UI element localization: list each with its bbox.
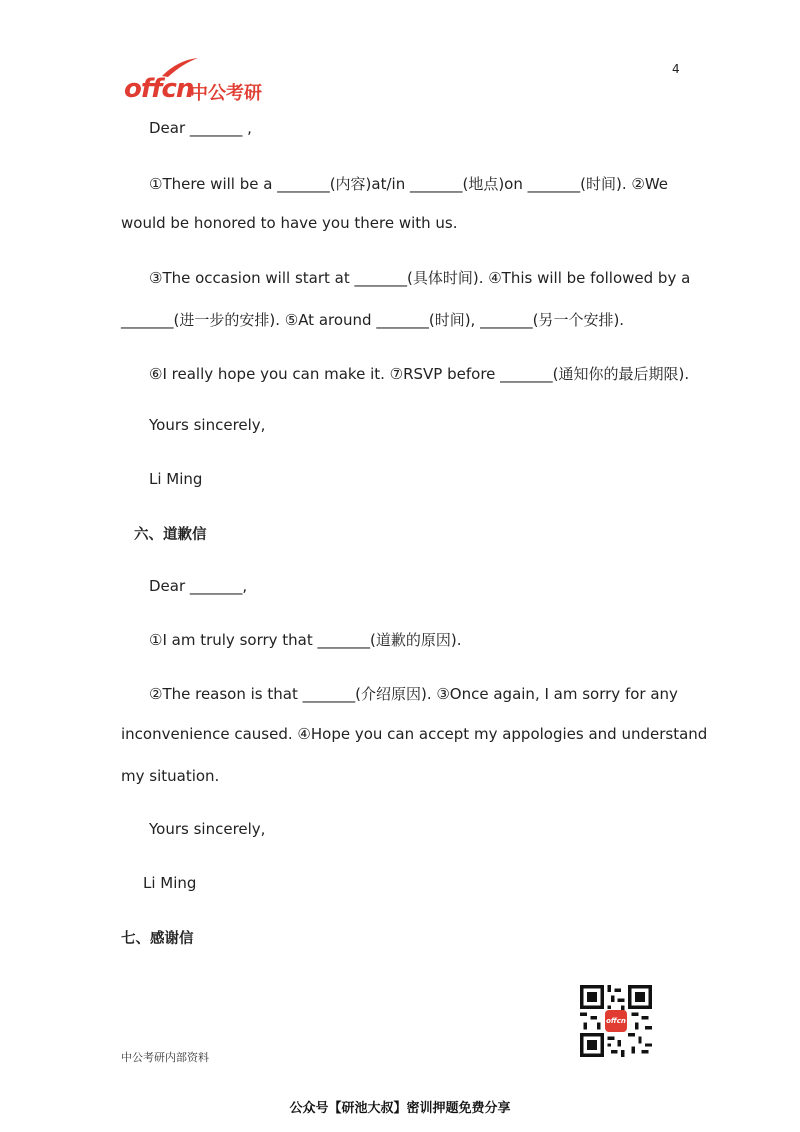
section-heading: 六、道歉信 — [134, 527, 207, 543]
footer-bottom-line: 公众号【研池大叔】密训押题免费分享 — [289, 1101, 511, 1116]
letter-signature: Li Ming — [149, 470, 203, 488]
letter-closing: Yours sincerely, — [149, 416, 266, 434]
page-number: 4 — [672, 62, 680, 76]
section-heading: 七、感谢信 — [121, 931, 194, 947]
logo-chinese-name: 中公考研 — [190, 83, 262, 104]
qr-logo-badge: offcn — [605, 1010, 627, 1032]
letter-paragraph-line: my situation. — [121, 767, 220, 785]
letter-paragraph-line: ③The occasion will start at _______(具体时间). ④This will be followed by a — [149, 269, 691, 287]
letter-signature: Li Ming — [143, 874, 197, 892]
letter-paragraph-line: ②The reason is that _______(介绍原因). ③Once again, I am sorry for any — [149, 685, 678, 703]
letter-paragraph-line: ①There will be a _______(内容)at/in _______(地点)on _______(时间). ②We — [149, 175, 668, 193]
letter-salutation: Dear _______, — [149, 577, 248, 595]
footer-internal-note: 中公考研内部资料 — [121, 1051, 209, 1064]
offcn-logo — [120, 56, 280, 104]
letter-paragraph-line: ⑥I really hope you can make it. ⑦RSVP before _______(通知你的最后期限). — [149, 365, 690, 383]
letter-paragraph-line: inconvenience caused. ④Hope you can accept my appologies and understand — [121, 725, 708, 743]
letter-paragraph-line: ①I am truly sorry that _______(道歉的原因). — [149, 631, 462, 649]
letter-salutation: Dear _______ , — [149, 119, 252, 137]
letter-paragraph-line: would be honored to have you there with us. — [121, 214, 458, 232]
letter-closing: Yours sincerely, — [149, 820, 266, 838]
logo-wordmark: offcn — [124, 74, 194, 104]
letter-paragraph-line: _______(进一步的安排). ⑤At around _______(时间), _______(另一个安排). — [121, 311, 625, 329]
